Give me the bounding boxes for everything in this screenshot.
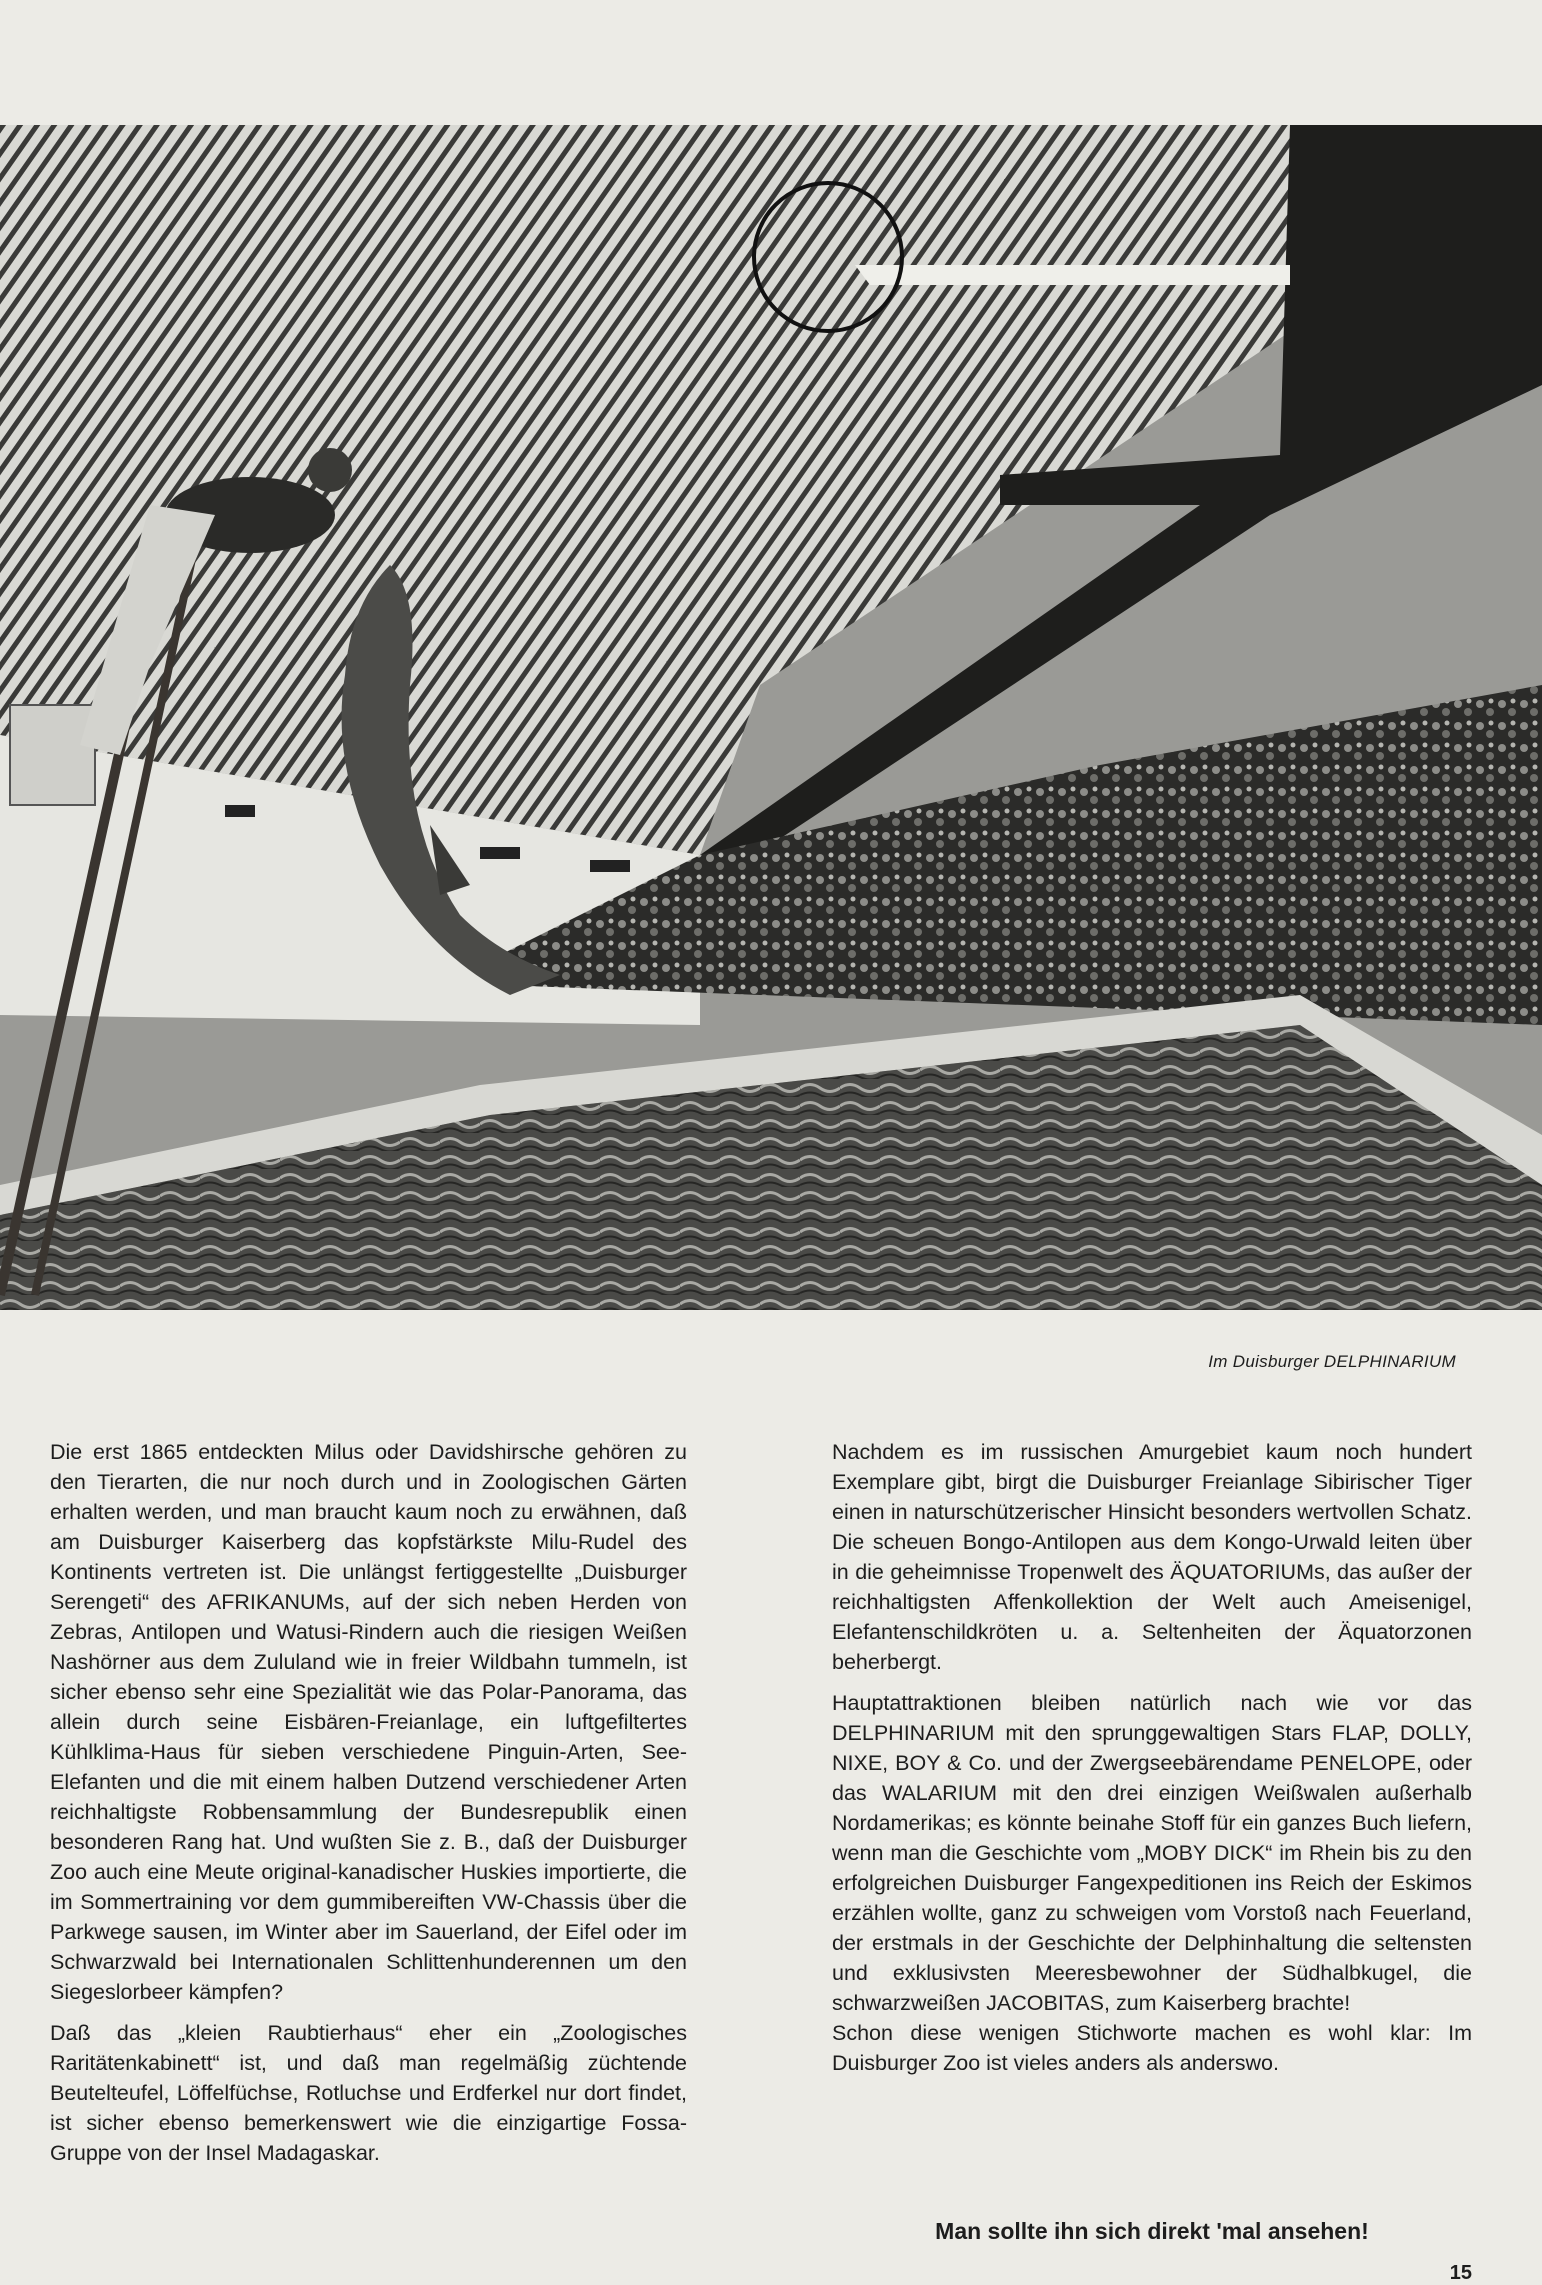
left-text-column (50, 1437, 687, 2179)
page-number: 15 (1449, 2262, 1472, 2284)
left-paragraph-2: Daß das „kleien Raubtierhaus“ eher ein „Zoologisches Raritätenkabinett“ ist, und daß man regelmäßig züchtende Beutelteufel, Löffelfüchse, Rotluchse und Erdferkel nur dort findet, ist sicher ebenso bemerkenswert wie die einzigartige Fossa-Gruppe von der Insel Madagaskar. (50, 2021, 687, 2165)
right-paragraph-1: Nachdem es im russischen Amurgebiet kaum noch hundert Exemplare gibt, birgt die Duisburger Freianlage Sibirischer Tiger einen in naturschützerischer Hinsicht besonders wertvollen Schatz. Die scheuen Bongo-Antilopen aus dem Kongo-Urwald leiten über in die geheimnisse Tropenwelt des ÄQUATORIUMs, das außer der reichhaltigsten Affenkollektion der Welt auch Ameisenigel, Elefantenschildkröten u. a. Seltenheiten der Äquatorzonen beherbergt. (832, 1440, 1472, 1674)
wall-window (480, 847, 520, 859)
left-paragraph-1: Die erst 1865 entdeckten Milus oder Davidshirsche gehören zu den Tierarten, die nur noch durch und in Zoologischen Gärten erhalten werden, und man braucht kaum noch zu erwähnen, daß am Duisburger Kaiserberg das kopfstärkste Milu-Rudel des Kontinents vertreten ist. Die unlängst fertiggestellte „Duisburger Serengeti“ des AFRIKANUMs, auf der sich neben Herden von Zebras, Antilopen und Watusi-Rindern auch die riesigen Weißen Nashörner aus dem Zululand wie in freier Wildbahn tummeln, ist sicher ebenso sehr eine Spezialität wie das Polar-Panorama, das allein durch seine Eisbären-Freianlage, ein luftgefiltertes Kühlklima-Haus für sieben verschiedene Pinguin-Arten, See-Elefanten und die mit einem halben Dutzend verschiedener Arten reichhaltigste Robbensammlung der Bundesrepublik einen besonderen Rang hat. Und wußten Sie z. B., daß der Duisburger Zoo auch eine Meute original-kanadischer Huskies importierte, die im Sommertraining vor dem gummibereiften VW-Chassis über die Parkwege sausen, im Winter aber im Sauerland, der Eifel oder im Schwarzwald bei Internationalen Schlittenhunderennen um den Siegeslorbeer kämpfen? (50, 1440, 687, 2004)
right-paragraph-2: Hauptattraktionen bleiben natürlich nach wie vor das DELPHINARIUM mit den sprunggewaltigen Stars FLAP, DOLLY, NIXE, BOY & Co. und der Zwergseebärendame PENELOPE, oder das WALARIUM mit den drei einzigen Weißwalen außerhalb Nordamerikas; es könnte beinahe Stoff für ein ganzes Buch liefern, wenn man die Geschichte vom „MOBY DICK“ im Rhein bis zu den erfolgreichen Duisburger Fangexpeditionen ins Reich der Eskimos erzählen wollte, ganz zu schweigen vom Vorstoß nach Feuerland, der erstmals in der Geschichte der Delphinhaltung die seltensten und exklusivsten Meeresbewohner der Südhalbkugel, die schwarzweißen JACOBITAS, zum Kaiserberg brachte! (832, 1691, 1472, 2015)
delphinarium-photo (0, 125, 1542, 1310)
trainer-head (308, 448, 352, 492)
photo-caption: Im Duisburger DELPHINARIUM (1208, 1352, 1456, 1371)
diving-platform (855, 265, 1290, 285)
closing-line: Man sollte ihn sich direkt 'mal ansehen! (935, 2218, 1369, 2244)
ladder-sign (10, 705, 95, 805)
right-text-column (832, 1437, 1472, 2089)
right-paragraph-3: Schon diese wenigen Stichworte machen es wohl klar: Im Duisburger Zoo ist vieles anders als anderswo. (832, 2021, 1472, 2075)
wall-window (590, 860, 630, 872)
wall-window (225, 805, 255, 817)
photo-illustration (0, 125, 1542, 1310)
